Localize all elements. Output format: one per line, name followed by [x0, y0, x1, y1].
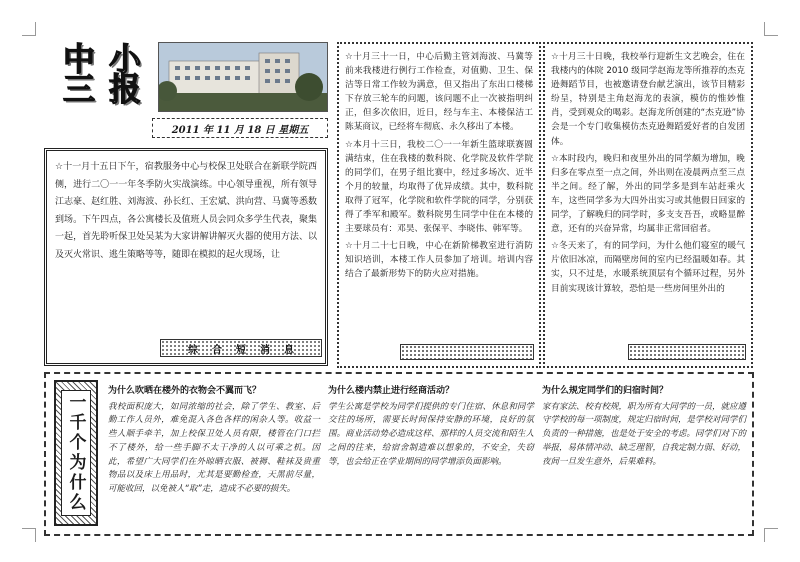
qa-answer: 我校面积庞大，如同浓缩的社会，除了学生、教室、后勤工作人员外，难免混入各色各样的闲杂人等。收益一些人顺手牵羊，加上校保卫处人员有限，楼管在门口拦不了楼外，给一些手脚不太干净的人以可乘之机。因此，希望广大同学们在外晾晒衣服、被褥、鞋袜及贵重物品以及床上用品时，尤其是要勤检查，天黑前尽量，可能收回，以免被人“取”走，造成不必要的损失。	[108, 401, 320, 495]
why-section-title	[54, 380, 98, 526]
right-news-column	[543, 42, 753, 368]
vertical-title-text: 一千个为什么	[61, 390, 91, 516]
qa-column	[328, 384, 534, 469]
crop-mark	[22, 528, 36, 542]
decorative-dot-block	[628, 344, 746, 360]
short-news-char: 综	[188, 344, 198, 356]
news-item: ☆十月三十日晚，我校举行迎新生文艺晚会，住在我楼内的体院 2010 级同学赵海龙等所推荐的杰克逊舞蹈节目，也被邀请登台献艺演出，该节目精彩纷呈，特别是主角赵海龙的表演，模仿的惟妙惟肖，受到观众的喝彩。赵海龙所创建的“杰克逊”协会是一个专门收集模仿杰克逊舞蹈爱好者的自发团体。	[551, 52, 745, 147]
lead-article-body: ☆十一月十五日下午，宿教服务中心与校保卫处联合在新联学院西侧，进行二〇一一年冬季防火实战演练。中心领导重视，所有领导江志豪、赵红胜、刘海波、孙长红、王宏斌、洪向营、马冀等悉数到场。下午四点，各公寓楼长及值班人员会同众多学生代表，聚集一起，首先聆听保卫处吴某为大家讲解讲解灭火器的使用方法、以及灭火常识、逃生策略等等，随即在模拟的起火现场，让	[55, 162, 317, 260]
news-item: ☆十月二十七日晚，中心在新阶梯教室进行消防知识培训，本楼工作人员参加了培训。培训内容结合了最新形势下的防火应对措施。	[345, 241, 533, 280]
short-news-char: 消	[260, 344, 270, 356]
masthead-title: 小报中三	[58, 42, 142, 102]
decorative-dot-block	[400, 344, 534, 360]
news-item: ☆冬天来了，有的同学问，为什么他们寝室的暖气片依旧冰凉，而隔壁房间的室内已经温暖如春。其实，只不过是，水暖系统顶层有个循环过程，另外目前实现该计算较，恐怕是一些房间里外出的	[551, 241, 745, 294]
news-item: ☆本时段内，晚归和夜里外出的同学颇为增加，晚归多在零点至一点之间，外出则在凌晨两点至三点半之间。经了解，外出的同学多是到车站赶乘火车，这些同学多为大四外出实习或其他假日回家的同学，了解晚归的同学时，多支支吾吾，或略显醉意，还有的兴奋异常，均属非正常回宿者。	[551, 153, 745, 235]
short-news-char: 息	[284, 344, 294, 356]
lead-article	[44, 148, 328, 366]
qa-question: 为什么吹晒在楼外的衣物会不翼而飞？	[108, 386, 262, 396]
middle-news-column	[337, 42, 541, 368]
short-news-label	[160, 339, 322, 357]
short-news-char: 短	[236, 344, 246, 356]
building-illustration	[159, 43, 328, 112]
news-item: ☆本月十三日，我校二〇一一年新生篮球联赛圆满结束，住在我楼的数科院、化学院及软件学院的同学们，在男子组比赛中，经过多场次、近半个月的较量，均取得了优异成绩。其中，数科院取得了冠军，化学院和软件学院的同学，分别获得了季军和殿军。数科院男生同学中住在本楼的主要球员有：邓昊、张保平、李晓伟、韩军等。	[345, 139, 533, 235]
qa-column	[108, 384, 320, 497]
crop-mark	[22, 22, 36, 36]
crop-mark	[764, 22, 778, 36]
qa-column	[542, 384, 746, 469]
qa-answer: 家有家法、校有校规，职为所有大同学的一员，就应遵守学校的每一项制度，规定归宿时间，是学校对同学们负责的一种措施，也是处于安全的考虑。同学们对下的举报，易体情冲动、缺乏理智，自我定制力弱、好动，夜间一旦发生意外，后果难料。	[542, 401, 747, 467]
campus-photo	[158, 42, 328, 112]
short-news-char: 合	[212, 344, 222, 356]
qa-answer: 学生公寓是学校为同学们提供的专门住宿、休息和同学交往的场所，需要长时间保持安静的环境，良好的氛围。商业活动势必造成这样、那样的人员交流和陌生人之间的往来，给宿舍制造难以想象的，不安全，失窃等，也会给正在学业期间的同学增添负面影响。	[328, 401, 534, 467]
qa-question: 为什么规定同学们的归宿时间？	[542, 386, 669, 396]
crop-mark	[764, 528, 778, 542]
news-item: ☆十月三十一日，中心后勤主管刘海波、马冀等前来我楼进行例行工作检查，对值勤、卫生、保洁等日常工作较为满意，但又指出了东出口楼梯下存放三轮车的问题，该问题不止一次被指明纠正，但多次依旧，近日，经与车主、本楼保洁工陈某商议，已经将车彻底、永久移出了本楼。	[345, 52, 533, 133]
qa-question: 为什么楼内禁止进行经商活动？	[328, 386, 455, 396]
issue-date: 2011 年 11 月 18 日 星期五	[152, 118, 328, 138]
